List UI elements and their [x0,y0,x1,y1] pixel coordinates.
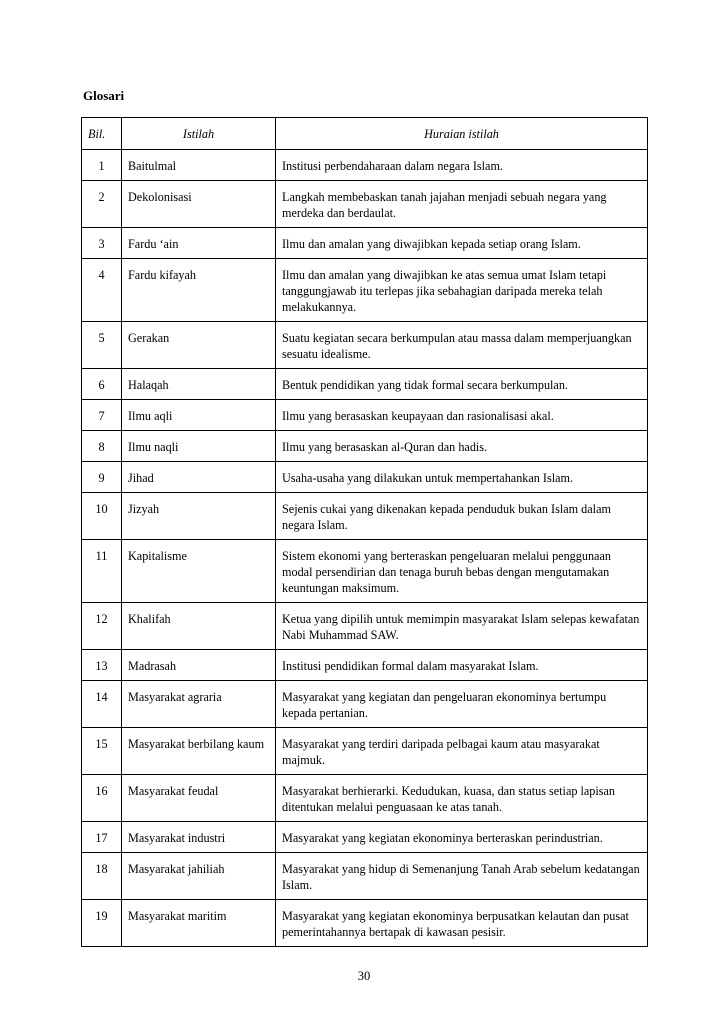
table-row [82,775,648,822]
cell-huraian: Usaha-usaha yang dilakukan untuk mempertahankan Islam. [276,462,648,493]
cell-istilah: Jihad [122,462,276,493]
cell-bil: 19 [82,900,122,947]
table-row [82,400,648,431]
cell-huraian: Masyarakat yang kegiatan ekonominya berteraskan perindustrian. [276,822,648,853]
glossary-table [81,117,648,947]
cell-bil: 13 [82,650,122,681]
cell-istilah: Masyarakat maritim [122,900,276,947]
cell-huraian: Masyarakat yang hidup di Semenanjung Tanah Arab sebelum kedatangan Islam. [276,853,648,900]
cell-bil: 10 [82,493,122,540]
cell-huraian: Sistem ekonomi yang berteraskan pengeluaran melalui penggunaan modal persendirian dan tenaga buruh bebas dengan mengutamakan keuntungan maksimum. [276,540,648,603]
page-number: 30 [357,969,371,983]
table-row [82,493,648,540]
cell-bil: 16 [82,775,122,822]
cell-bil: 3 [82,228,122,259]
cell-istilah: Dekolonisasi [122,181,276,228]
cell-bil: 14 [82,681,122,728]
table-row [82,369,648,400]
cell-istilah: Masyarakat industri [122,822,276,853]
cell-bil: 18 [82,853,122,900]
cell-bil: 11 [82,540,122,603]
column-header-bil: Bil. [82,118,122,150]
table-row [82,681,648,728]
cell-bil: 15 [82,728,122,775]
cell-bil: 7 [82,400,122,431]
cell-bil: 1 [82,150,122,181]
table-row [82,462,648,493]
cell-bil: 9 [82,462,122,493]
table-row [82,540,648,603]
glossary-table-container [81,117,647,947]
cell-istilah: Baitulmal [122,150,276,181]
cell-bil: 6 [82,369,122,400]
cell-huraian: Ilmu yang berasaskan keupayaan dan rasionalisasi akal. [276,400,648,431]
cell-huraian: Suatu kegiatan secara berkumpulan atau massa dalam memperjuangkan sesuatu idealisme. [276,322,648,369]
table-row [82,259,648,322]
cell-huraian: Masyarakat yang kegiatan dan pengeluaran ekonominya bertumpu kepada pertanian. [276,681,648,728]
cell-huraian: Institusi perbendaharaan dalam negara Islam. [276,150,648,181]
table-header-row [82,118,648,150]
cell-bil: 4 [82,259,122,322]
page-title: Glosari [83,88,125,103]
table-body [82,150,648,947]
table-row [82,322,648,369]
cell-istilah: Fardu ‘ain [122,228,276,259]
cell-huraian: Masyarakat berhierarki. Kedudukan, kuasa, dan status setiap lapisan ditentukan melalui penguasaan ke atas tanah. [276,775,648,822]
cell-huraian: Masyarakat yang kegiatan ekonominya berpusatkan kelautan dan pusat pemerintahannya bertapak di kawasan pesisir. [276,900,648,947]
table-row [82,150,648,181]
cell-bil: 2 [82,181,122,228]
cell-istilah: Masyarakat agraria [122,681,276,728]
column-header-istilah: Istilah [122,118,276,150]
table-row [82,431,648,462]
cell-istilah: Ilmu aqli [122,400,276,431]
cell-huraian: Langkah membebaskan tanah jajahan menjadi sebuah negara yang merdeka dan berdaulat. [276,181,648,228]
cell-bil: 8 [82,431,122,462]
cell-istilah: Gerakan [122,322,276,369]
cell-huraian: Ilmu yang berasaskan al-Quran dan hadis. [276,431,648,462]
table-row [82,822,648,853]
cell-istilah: Masyarakat berbilang kaum [122,728,276,775]
cell-bil: 12 [82,603,122,650]
cell-istilah: Ilmu naqli [122,431,276,462]
cell-istilah: Jizyah [122,493,276,540]
column-header-huraian: Huraian istilah [276,118,648,150]
cell-bil: 5 [82,322,122,369]
cell-istilah: Halaqah [122,369,276,400]
cell-istilah: Masyarakat feudal [122,775,276,822]
cell-huraian: Ilmu dan amalan yang diwajibkan kepada setiap orang Islam. [276,228,648,259]
cell-huraian: Sejenis cukai yang dikenakan kepada penduduk bukan Islam dalam negara Islam. [276,493,648,540]
cell-huraian: Institusi pendidikan formal dalam masyarakat Islam. [276,650,648,681]
table-row [82,650,648,681]
cell-huraian: Ketua yang dipilih untuk memimpin masyarakat Islam selepas kewafatan Nabi Muhammad SAW. [276,603,648,650]
cell-huraian: Bentuk pendidikan yang tidak formal secara berkumpulan. [276,369,648,400]
table-row [82,181,648,228]
cell-huraian: Masyarakat yang terdiri daripada pelbagai kaum atau masyarakat majmuk. [276,728,648,775]
cell-istilah: Madrasah [122,650,276,681]
cell-bil: 17 [82,822,122,853]
table-row [82,853,648,900]
cell-istilah: Fardu kifayah [122,259,276,322]
cell-istilah: Masyarakat jahiliah [122,853,276,900]
cell-huraian: Ilmu dan amalan yang diwajibkan ke atas semua umat Islam tetapi tanggungjawab itu terlepas jika sebahagian daripada mereka telah melakukannya. [276,259,648,322]
cell-istilah: Khalifah [122,603,276,650]
table-row [82,728,648,775]
cell-istilah: Kapitalisme [122,540,276,603]
table-row [82,900,648,947]
table-row [82,603,648,650]
table-row [82,228,648,259]
